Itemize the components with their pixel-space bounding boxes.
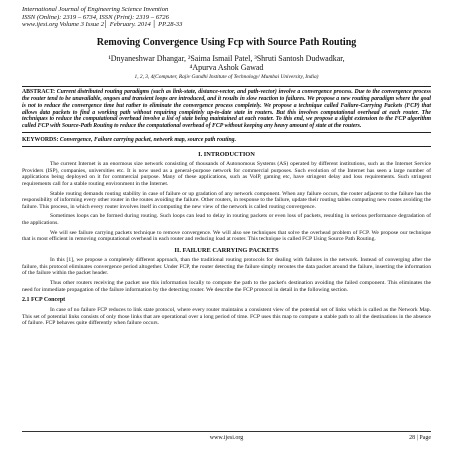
keywords-label: KEYWORDS:: [22, 137, 59, 144]
journal-issn: ISSN (Online): 2319 – 6734, ISSN (Print): 2319 – 6726: [22, 13, 169, 21]
journal-volume: www.ijesi.org Volume 3 Issue 2│ February. 2014 │ PP.28-33: [22, 21, 183, 29]
authors-line-2: ⁴Apurva Ashok Gawad: [189, 63, 264, 73]
concept-paragraph-1: In case of no failure FCP reduces to link state protocol, where every router maintains a consistent view of the potential set of links which is called as the Network Map. This set of potential links consists of only those links that are operational over a long period of time. FCP uses this map to compute a stable path to all the destinations in the absence of failure. FCP behaves quite differently when failure occurs.: [22, 307, 431, 327]
page-footer: [22, 431, 431, 442]
fcp-paragraph-1: In this [1], we propose a completely different approach, than the traditional routing protocols for dealing with failures in the network. Instead of converging after the failure, this protocol eliminates convergence period altogether. Under FCP, the router detecting the failure simply reroutes the data packet around the failure, inserting the information of the failure within the packet header.: [22, 257, 431, 277]
abstract-label: ABSTRACT:: [22, 89, 56, 96]
footer-site: www.ijesi.org: [209, 435, 244, 441]
journal-name: International Journal of Engineering Science Invention: [22, 6, 169, 13]
fcp-paragraph-2: Thus other routers receiving the packet use this information locally to compute the path to the packet's destination avoiding the failed component. This eliminates the need for immediate propagation of the failure information by the detecting router. We describe the FCP protocol in detail in the following section.: [22, 279, 431, 293]
section-heading-introduction: I. INTRODUCTION: [198, 150, 255, 158]
paper-title: Removing Convergence Using Fcp with Source Path Routing: [96, 36, 357, 48]
author-list: [22, 54, 431, 73]
abstract-text: Current distributed routing paradigms (such as link-state, distance-vector, and path-vector) involve a convergence process. Due to the convergence process the router tend to be unavailable, ongoes and transient loops are introduced, and it results in slow reaction to failures. We propose a new routing paradigm where the goal is not to reduce the convergence time but rather to eliminate the convergence process completely. We propose a technique called Failure-Carrying Packets (FCP) that allows data packets to find a working path without requiring completely up-to-date state in routers. But this involves computational overhead at each router. The techniques to reduce the computational overhead involve a list of state being maintained at each router. To this end, we propose a slight extension to the FCP algorithm called FCP with Source-Path Routing to reduce the computational overhead of FCP without keeping any heavy amount of state at the routers.: [22, 89, 431, 130]
keywords-text: Convergence, Failure carrying packet, network map, source path routing.: [58, 137, 237, 144]
authors-line-1: ¹Dnyaneshwar Dhangar, ²Saima Ismail Patel, ³Shruti Santosh Dudwadkar,: [108, 53, 345, 63]
journal-header: [22, 6, 431, 29]
abstract: [22, 86, 431, 133]
author-affiliation: 1, 2, 3, 4(Computer, Rajiv Gandhi Institute of Technology/ Mumbai University, India): [134, 73, 319, 80]
intro-paragraph-1: The current Internet is an enormous size network consisting of thousands of Autonomous Systems (AS) operated by different institutions, such as the Internet Service Providers (ISP), companies, universities etc. It is now used as a general-purpose network for commercial purposes. Such evolution of the Internet has seen a large number of applications being deployed on it for commercial purpose. Many of these applications, such as VoIP, gaming etc, have stringent delay and loss requirements. Such stringent requirements call for a stable routing environment in the Internet.: [22, 161, 431, 188]
subsection-heading-fcp-concept: 2.1 FCP Concept: [22, 297, 66, 304]
section-heading-fcp: II. FAILURE CARRYING PACKETS: [174, 246, 279, 254]
intro-paragraph-3: Sometimes loops can be formed during routing. Such loops can lead to delay in routing packets or even loss of packets, resulting in serious performance degradation of the applications.: [22, 213, 431, 227]
intro-paragraph-4: We will see failure carrying packets technique to remove convergence. We will also see techniques that solve the overhead problem of FCP. We propose our technique that is most efficient in removing computational overhead in each router and reducing load at router. This technique is called FCP Using Source Path Routing.: [22, 229, 431, 243]
footer-page-number: 28 | Page: [409, 435, 431, 441]
intro-paragraph-2: Stable routing demands routing stability in case of failure or up gradation of any network component. When any failure occurs, the router adjacent to the failure has the responsibility of informing every other router in the routes avoiding the failure. Other routers, in response to the failure, update their routing tables computing new routes avoiding the failure. This process, in which every router involves itself in computing the new view of the network is called routing convergence.: [22, 190, 431, 210]
keywords: [22, 137, 431, 147]
